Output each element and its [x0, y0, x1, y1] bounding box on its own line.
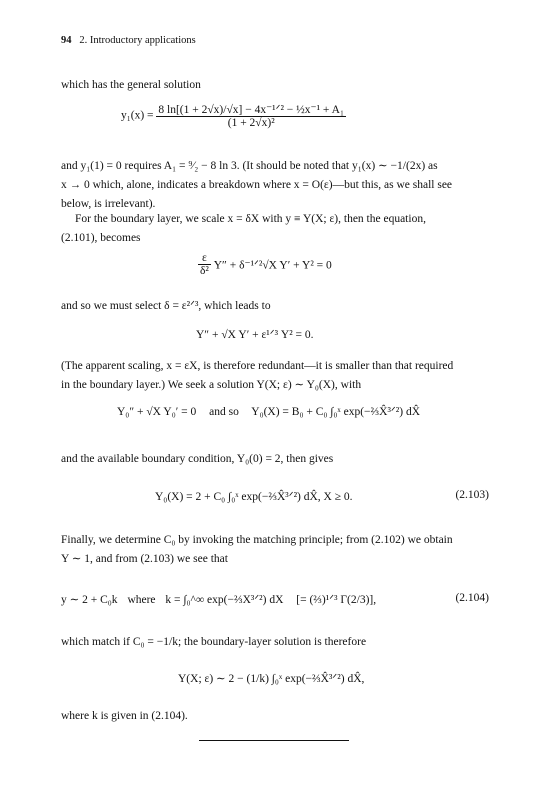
paragraph-6: and the available boundary condition, Y₀(0) = 2, then gives [61, 453, 334, 465]
p3-line-2: (2.101), becomes [61, 232, 141, 244]
paragraph-5 [61, 357, 489, 395]
equation-2-104 [61, 592, 376, 606]
p2-line-3: below, is irrelevant). [61, 198, 156, 210]
page-number: 94 [61, 35, 72, 46]
equation-number-2-104: (2.104) [455, 592, 489, 604]
equation-y1 [121, 102, 346, 129]
eq1-denominator: (1 + 2√x)² [227, 117, 275, 129]
paragraph-7 [61, 531, 489, 569]
p2-line-1: and y₁(1) = 0 requires A₁ = ⁹⁄₂ − 8 ln 3. (It should be noted that y₁(x) ∼ −1/(2x) as [61, 160, 438, 172]
eq6-lhs: y ∼ 2 + C₀k [61, 594, 118, 606]
p2-line-2: x → 0 which, alone, indicates a breakdown where x = O(ε)—but this, as we shall see [61, 179, 453, 191]
equation-boundary-layer [198, 252, 332, 277]
eq6-connector: where [127, 594, 156, 606]
equation-scaled: Y″ + √X Y′ + ε¹ᐟ³ Y² = 0. [196, 329, 314, 341]
equation-y0 [117, 404, 420, 418]
eq6-k-value: [= (⅔)¹ᐟ³ Γ(2/3)], [296, 594, 377, 606]
equation-boundary-solution: Y(X; ε) ∼ 2 − (1/k) ∫₀ˣ exp(−⅔X̂³ᐟ²) dX̂, [178, 673, 365, 685]
eq4-connector: and so [209, 406, 239, 418]
equation-2-103: Y₀(X) = 2 + C₀ ∫₀ˣ exp(−⅔X̂³ᐟ²) dX̂, X ≥ 0. [155, 491, 353, 503]
p7-line-1: Finally, we determine C₀ by invoking the matching principle; from (2.102) we obtain [61, 534, 453, 546]
paragraph-1: which has the general solution [61, 79, 201, 91]
p5-line-2: in the boundary layer.) We seek a solution Y(X; ε) ∼ Y₀(X), with [61, 379, 362, 391]
running-title: 2. Introductory applications [79, 35, 196, 46]
paragraph-4: and so we must select δ = ε²ᐟ³, which leads to [61, 300, 271, 312]
eq2-coefficient [198, 252, 211, 277]
eq2-coef-num: ε [198, 252, 211, 265]
p3-line-1: For the boundary layer, we scale x = δX with y ≡ Y(X; ε), then the equation, [75, 213, 426, 225]
page-header [61, 35, 196, 46]
eq1-numerator: 8 ln[(1 + 2√x)/√x] − 4x⁻¹ᐟ² − ½x⁻¹ + A₁ [158, 104, 344, 116]
eq1-fraction [156, 102, 346, 129]
paragraph-2 [61, 157, 489, 214]
eq4-solution: Y₀(X) = B₀ + C₀ ∫₀ˣ exp(−⅔X̂³ᐟ²) dX̂ [251, 406, 420, 418]
p7-line-2: Y ∼ 1, and from (2.103) we see that [61, 553, 228, 565]
paragraph-3 [61, 210, 489, 248]
eq1-lhs: y₁(x) = [121, 109, 154, 122]
paragraph-9: where k is given in (2.104). [61, 710, 188, 722]
eq2-coef-den: δ² [200, 265, 209, 277]
paragraph-8: which match if C₀ = −1/k; the boundary-layer solution is therefore [61, 636, 367, 648]
equation-number-2-103: (2.103) [455, 489, 489, 501]
p5-line-1: (The apparent scaling, x = εX, is therefore redundant—it is smaller than that required [61, 360, 454, 372]
eq2-body: Y″ + δ⁻¹ᐟ²√X Y′ + Y² = 0 [213, 259, 332, 272]
eq4-ode: Y₀″ + √X Y₀′ = 0 [117, 406, 197, 418]
footnote-rule [199, 740, 349, 741]
eq6-k-definition: k = ∫₀^∞ exp(−⅔X³ᐟ²) dX [165, 594, 284, 606]
